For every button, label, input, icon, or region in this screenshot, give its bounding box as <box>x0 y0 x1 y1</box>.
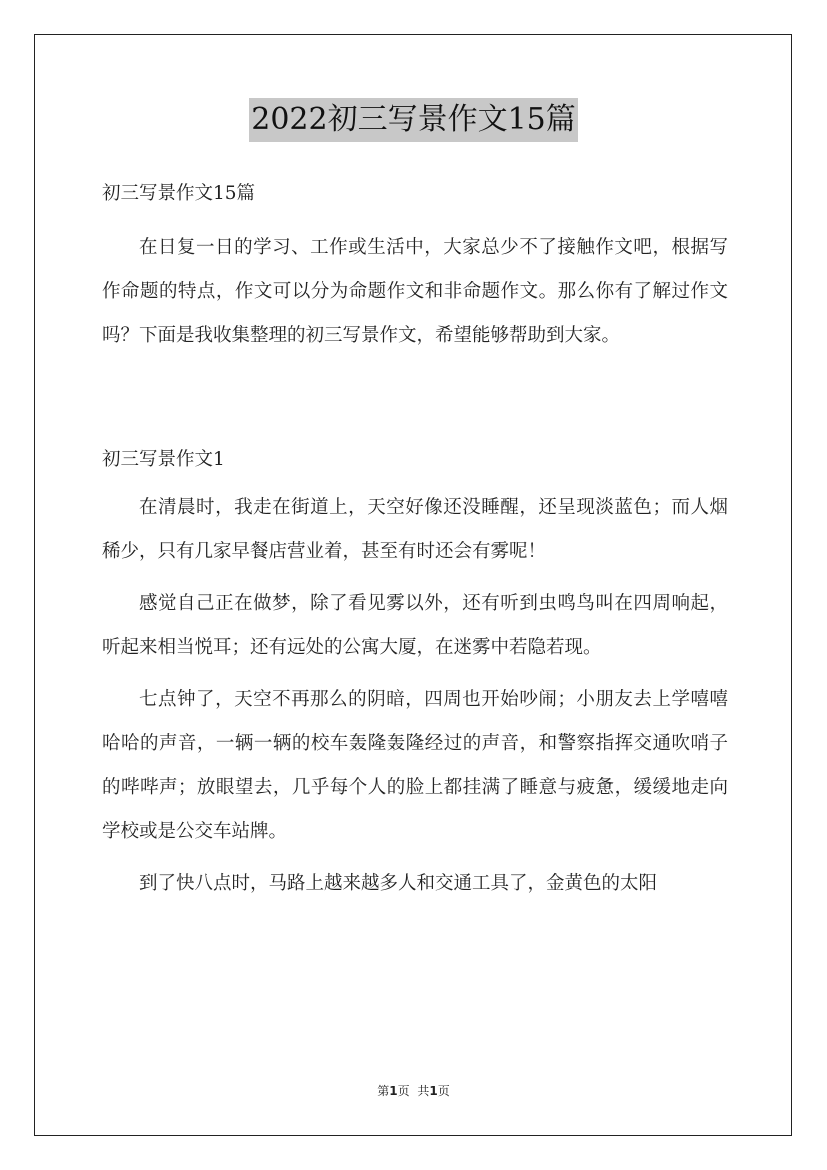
body-paragraph-2: 感觉自己正在做梦，除了看见雾以外，还有听到虫鸣鸟叫在四周响起，听起来相当悦耳；还有远处的公寓大厦，在迷雾中若隐若现。 <box>102 593 728 658</box>
page-suffix: 页 <box>397 1084 410 1098</box>
total-pages: 1 <box>429 1084 438 1098</box>
section-heading: 初三写景作文1 <box>102 449 225 470</box>
body-paragraph-4: 到了快八点时，马路上越来越多人和交通工具了，金黄色的太阳 <box>139 873 658 894</box>
document-title: 2022初三写景作文15篇 <box>249 98 578 142</box>
page-prefix: 第 <box>377 1084 390 1098</box>
total-prefix: 共 <box>417 1084 430 1098</box>
body-paragraph-3: 七点钟了，天空不再那么的阴暗，四周也开始吵闹；小朋友去上学嘻嘻哈哈的声音，一辆一辆的校车轰隆轰隆经过的声音，和警察指挥交通吹哨子的哔哔声；放眼望去，几乎每个人的脸上都挂满了睡意与疲惫，缓缓地走向学校或是公交车站牌。 <box>102 689 728 842</box>
page-current: 1 <box>389 1084 398 1098</box>
total-suffix: 页 <box>437 1084 450 1098</box>
intro-paragraph: 在日复一日的学习、工作或生活中，大家总少不了接触作文吧，根据写作命题的特点，作文可以分为命题作文和非命题作文。那么你有了解过作文吗？下面是我收集整理的初三写景作文，希望能够帮助到大家。 <box>102 237 728 346</box>
page-footer <box>0 1082 827 1099</box>
title-container <box>0 98 827 142</box>
subtitle-heading: 初三写景作文15篇 <box>102 183 256 204</box>
document-body <box>102 176 728 906</box>
body-paragraph-1: 在清晨时，我走在街道上，天空好像还没睡醒，还呈现淡蓝色；而人烟稀少，只有几家早餐店营业着，甚至有时还会有雾呢！ <box>102 497 728 562</box>
